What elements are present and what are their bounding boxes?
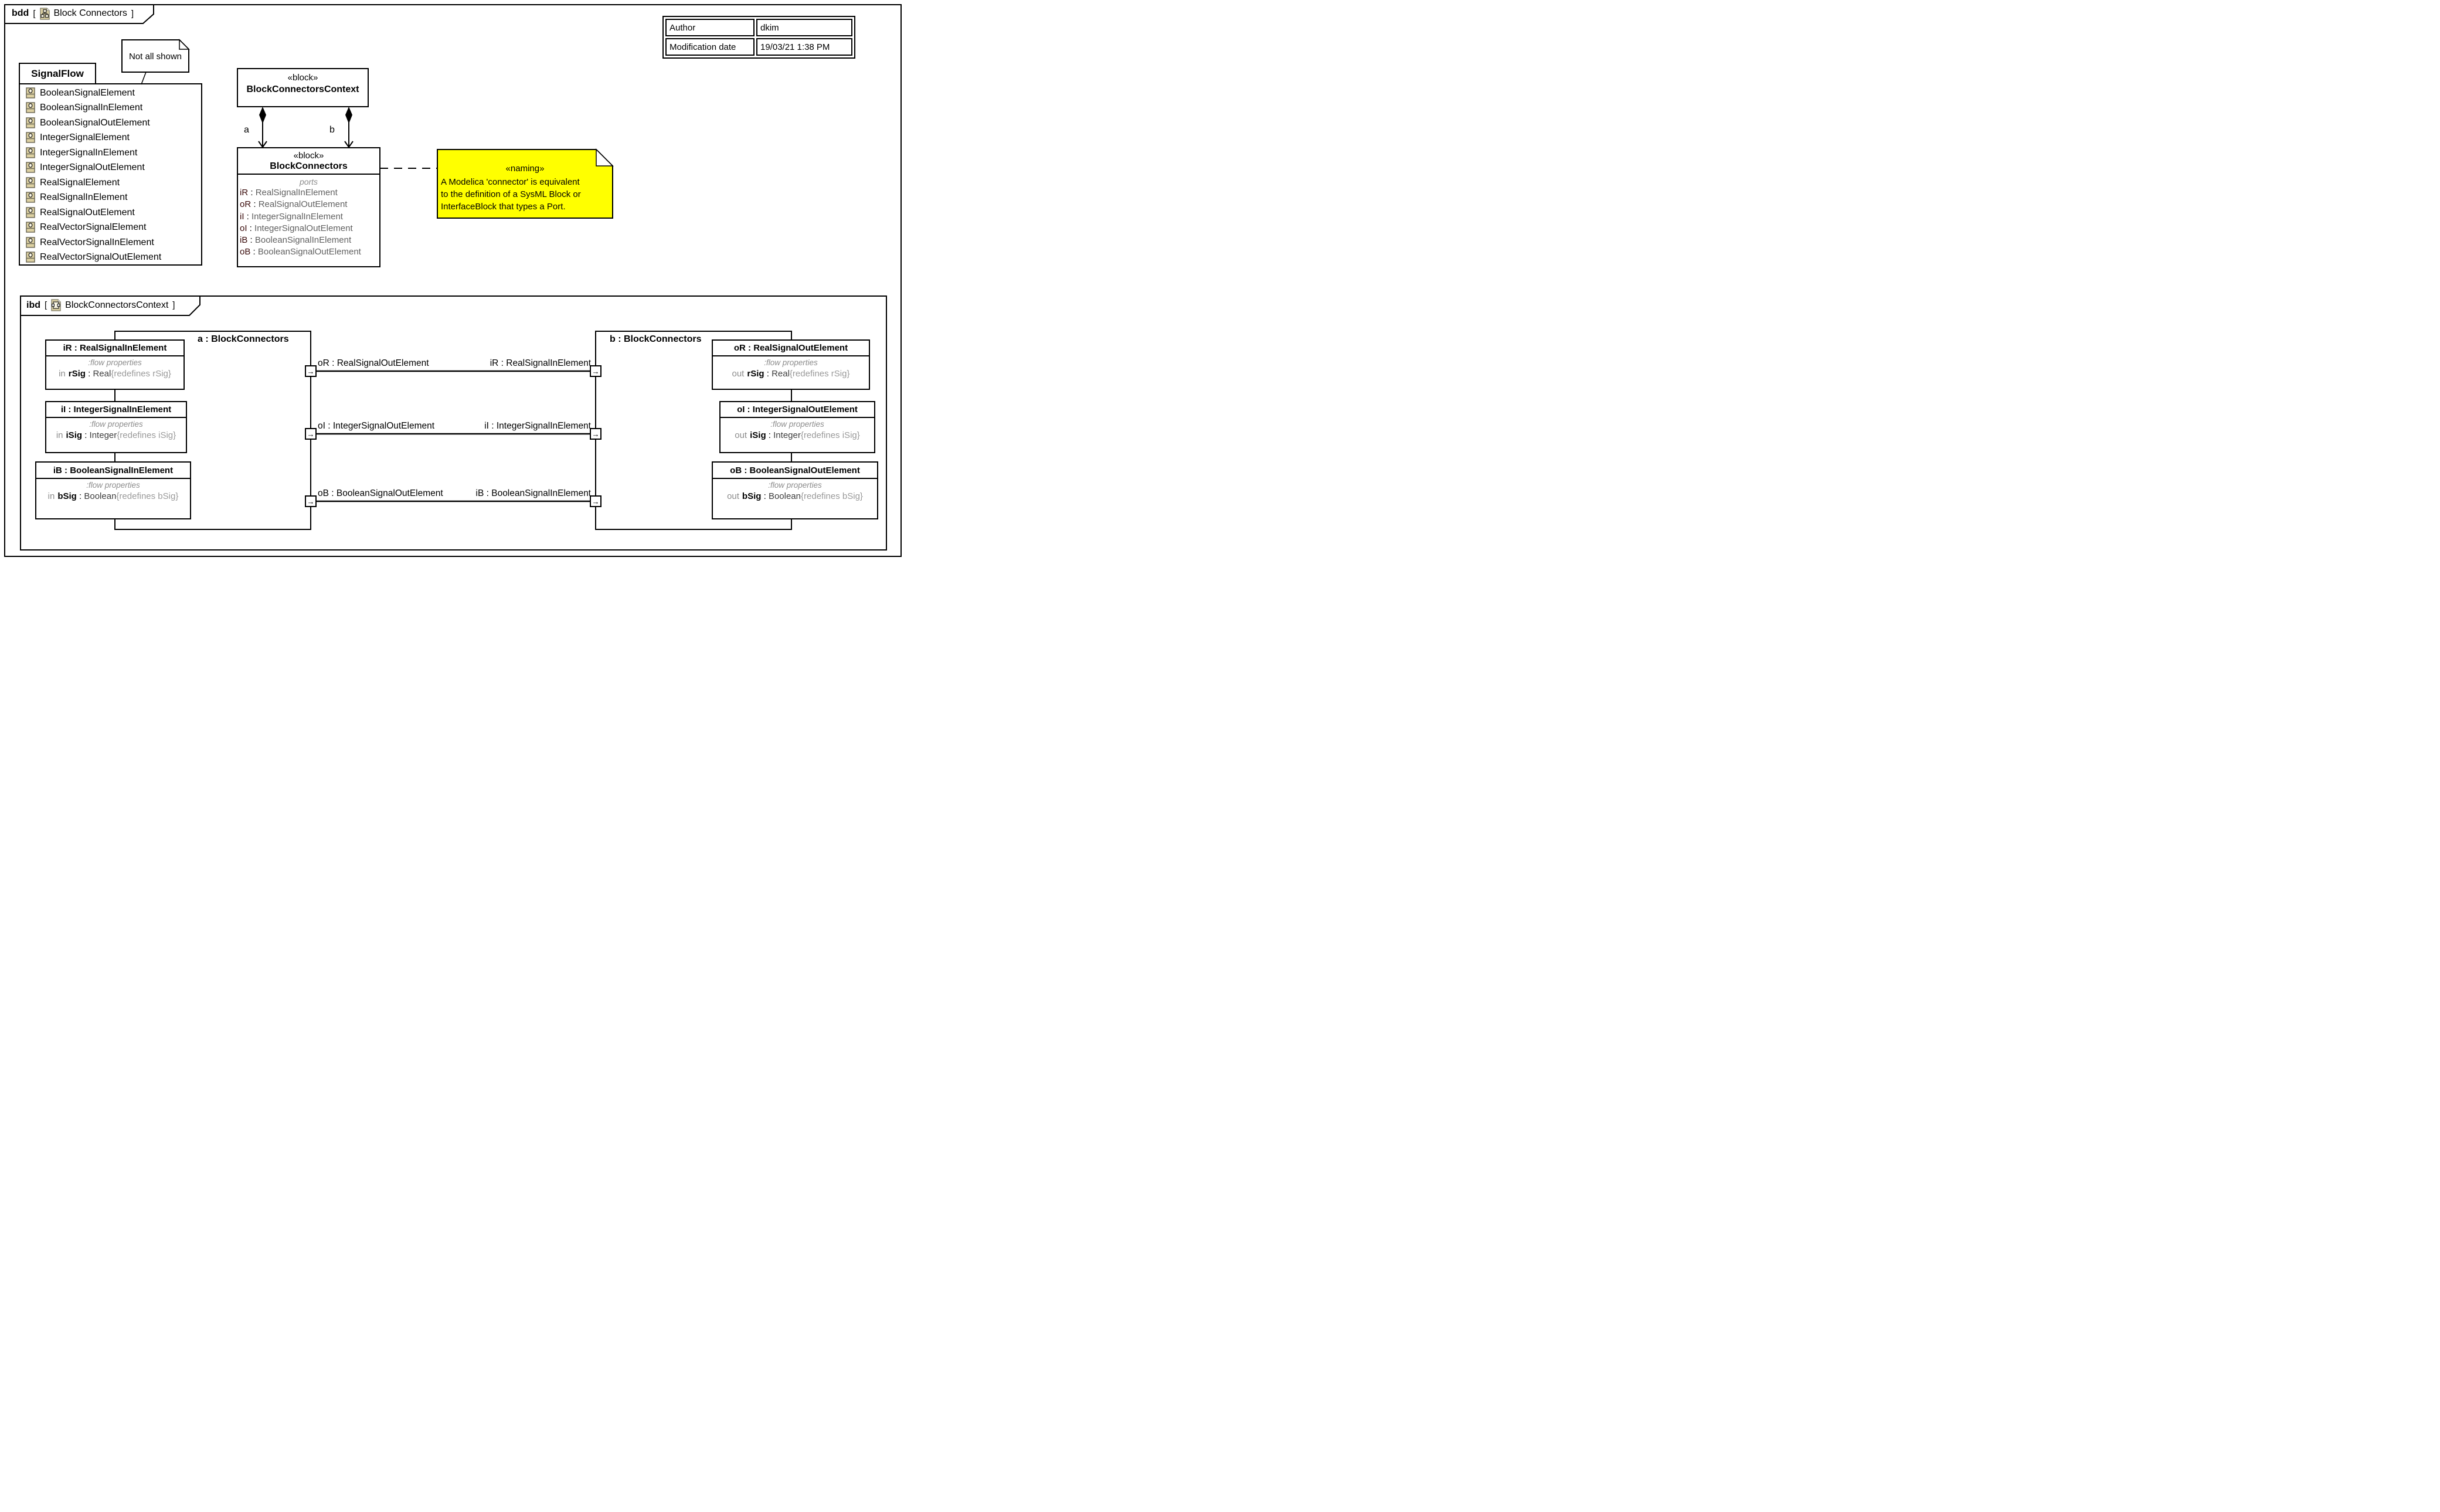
port-type: IntegerSignalOutElement [254,223,353,233]
flow-arrow-icon: → [592,366,600,376]
naming-note-stereotype: «naming» [505,164,545,174]
bdd-frame-tab[interactable] [5,5,156,22]
port-type: BooleanSignalOutElement [257,247,361,257]
flow-compartment-label: :flow properties [88,358,142,367]
signalflow-item-label: RealVectorSignalInElement [40,237,154,247]
signalflow-title: SignalFlow [31,67,84,79]
colon: : [250,247,258,257]
naming-note-body [441,176,611,213]
port-name: iI [240,211,244,222]
frame-kind-label: ibd [26,300,40,310]
flow-prop-type: Boolean [768,491,801,501]
ibd-diagram-icon [51,299,61,311]
block-icon [26,237,35,248]
flow-prop-type: Real [93,369,111,379]
flow-prop-name: bSig [742,491,762,501]
flow-redefines: {redefines bSig} [116,491,179,501]
flow-prop-type: Boolean [84,491,117,501]
block-icon [26,147,35,158]
diagram-canvas [0,0,906,562]
block-icon [26,207,35,218]
flow-property-line [712,491,878,501]
flow-compartment-label: :flow properties [89,420,143,429]
port-b-iB[interactable] [590,496,601,507]
prop-header: iB : BooleanSignalInElement [53,465,174,475]
port-entry [240,187,379,199]
not-all-shown-text: Not all shown [128,52,182,62]
ports-compartment-label: ports [299,177,318,186]
frame-kind-label: bdd [12,8,29,18]
port-type: RealSignalOutElement [258,199,348,210]
signalflow-item-label: RealSignalOutElement [40,207,135,218]
signalflow-item-label: RealSignalElement [40,177,120,188]
ibd-frame-title: BlockConnectorsContext [65,300,169,310]
prop-header: iI : IntegerSignalInElement [60,405,172,414]
signalflow-item[interactable] [26,100,142,115]
port-b-iI[interactable] [590,429,601,439]
flow-arrow-icon: → [592,429,600,439]
close-bracket: ] [172,300,175,310]
flow-arrow-icon: → [592,497,600,506]
port-a-oR[interactable] [305,366,316,376]
signalflow-item[interactable] [26,220,146,235]
bdd-frame-title: Block Connectors [53,8,127,18]
port-b-iR[interactable] [590,366,601,376]
port-entry [240,223,379,235]
flow-prop-name: iSig [750,430,766,440]
flow-redefines: {redefines rSig} [789,369,850,379]
flow-direction: out [735,430,747,440]
colon: : [251,199,259,210]
flow-direction: out [732,369,745,379]
port-name: iB [240,235,248,246]
signalflow-item-label: IntegerSignalOutElement [40,162,145,172]
prop-oR[interactable] [712,340,869,389]
port-a-oI[interactable] [305,429,316,439]
flow-property-line [46,430,186,440]
port-name: oB [240,247,251,257]
signalflow-item-label: IntegerSignalElement [40,132,130,142]
flow-arrow-icon: → [307,497,315,506]
block-icon [26,117,35,128]
signalflow-item-label: RealSignalInElement [40,192,128,202]
flow-arrow-icon: → [307,366,315,376]
flow-direction: in [56,430,63,440]
signalflow-item-label: BooleanSignalOutElement [40,117,150,128]
flow-redefines: {redefines rSig} [111,369,171,379]
composition-b-role-label: b [329,125,335,135]
signalflow-item[interactable] [26,145,137,160]
flow-direction: in [59,369,66,379]
signalflow-item[interactable] [26,160,145,175]
part-b-label: b : BlockConnectors [610,334,702,344]
metadata-value-moddate: 19/03/21 1:38 PM [756,38,852,56]
naming-note-line: to the definition of a SysML Block or [441,189,581,199]
blockconnectors-block[interactable] [237,148,380,267]
colon: : [247,235,255,246]
connector-right-end-label: iR : RealSignalInElement [490,358,591,368]
block-icon [26,252,35,263]
colon: : [244,211,252,222]
prop-header: iR : RealSignalInElement [63,343,167,353]
port-type: IntegerSignalInElement [252,211,343,222]
naming-note-line: A Modelica 'connector' is equivalent [441,177,580,187]
open-bracket: [ [45,300,47,310]
prop-iR[interactable] [46,340,184,389]
metadata-label-moddate: Modification date [665,38,755,56]
flow-direction: in [47,491,55,501]
signalflow-item-label: BooleanSignalInElement [40,102,143,113]
blockconnectors-stereotype: «block» [293,151,324,161]
signalflow-item[interactable] [26,86,135,100]
signalflow-item[interactable] [26,115,150,130]
prop-header: oI : IntegerSignalOutElement [737,405,858,414]
signalflow-item-label: IntegerSignalInElement [40,147,138,158]
port-name: iR [240,188,249,198]
ports-list [240,187,379,266]
prop-header: oB : BooleanSignalOutElement [730,465,860,475]
port-entry [240,199,379,210]
flow-property-line [36,491,191,501]
flow-property-line [46,369,184,379]
flow-compartment-label: :flow properties [764,358,818,367]
metadata-table [662,16,855,59]
context-block-stereotype: «block» [287,73,318,83]
colon: : [766,430,774,440]
block-icon [26,102,35,113]
flow-redefines: {redefines bSig} [801,491,863,501]
block-icon [26,222,35,233]
colon: : [761,491,769,501]
flow-direction: out [727,491,739,501]
signalflow-item[interactable] [26,235,154,250]
connector-left-end-label: oI : IntegerSignalOutElement [318,421,435,431]
signalflow-item[interactable] [26,205,135,220]
naming-note[interactable] [437,149,613,218]
port-name: oR [240,199,252,210]
part-a-label: a : BlockConnectors [198,334,289,344]
connector-r-labels[interactable] [318,358,591,369]
signalflow-item[interactable] [26,130,130,145]
connector-right-end-label: iB : BooleanSignalInElement [475,488,591,498]
signalflow-item[interactable] [26,175,120,190]
port-entry [240,211,379,223]
colon: : [248,188,256,198]
flow-redefines: {redefines iSig} [800,430,860,440]
open-bracket: [ [33,8,36,19]
colon: : [247,223,255,233]
connector-right-end-label: iI : IntegerSignalInElement [484,421,591,431]
flow-arrow-icon: → [307,429,315,439]
flow-prop-name: iSig [66,430,83,440]
signalflow-item-label: BooleanSignalElement [40,87,135,98]
signalflow-item[interactable] [26,250,161,264]
prop-oB[interactable] [712,462,878,519]
flow-compartment-label: :flow properties [770,420,824,429]
block-icon [26,177,35,188]
context-block[interactable] [237,69,368,107]
colon: : [76,491,84,501]
prop-iI[interactable] [46,402,186,453]
colon: : [85,369,93,379]
blockconnectors-name: BlockConnectors [270,161,348,171]
flow-prop-type: Integer [89,430,117,440]
connector-i-labels[interactable] [318,421,591,431]
colon: : [764,369,772,379]
flow-property-line [720,430,875,440]
port-entry [240,235,379,246]
block-icon [26,162,35,173]
port-entry [240,246,379,258]
connector-left-end-label: oB : BooleanSignalOutElement [318,488,443,498]
context-block-name: BlockConnectorsContext [246,84,359,94]
metadata-value-author: dkim [756,19,852,36]
ibd-frame-tab[interactable] [21,296,196,314]
flow-compartment-label: :flow properties [86,481,140,490]
port-type: RealSignalInElement [255,188,338,198]
prop-iB[interactable] [36,462,191,519]
composition-a-role-label: a [244,125,249,135]
block-icon [26,132,35,143]
composition-a-diamond [259,107,266,124]
close-bracket: ] [131,8,134,19]
flow-prop-name: rSig [68,369,86,379]
flow-prop-name: rSig [747,369,764,379]
bdd-diagram-icon [40,8,50,20]
flow-redefines: {redefines iSig} [117,430,176,440]
connector-left-end-label: oR : RealSignalOutElement [318,358,429,368]
signalflow-item[interactable] [26,190,127,205]
flow-prop-name: bSig [57,491,77,501]
signalflow-item-label: RealVectorSignalOutElement [40,252,162,262]
flow-property-line [712,369,869,379]
prop-header: oR : RealSignalOutElement [733,343,848,353]
port-name: oI [240,223,247,233]
flow-compartment-label: :flow properties [768,481,822,490]
block-icon [26,87,35,98]
port-a-oB[interactable] [305,496,316,507]
signalflow-item-label: RealVectorSignalElement [40,222,147,232]
signalflow-package[interactable] [19,63,202,265]
connector-b-labels[interactable] [318,488,591,499]
prop-oI[interactable] [720,402,875,453]
metadata-label-author: Author [665,19,755,36]
block-icon [26,192,35,203]
composition-b-diamond [345,107,352,124]
naming-note-line: InterfaceBlock that types a Port. [441,202,566,212]
flow-prop-type: Integer [773,430,801,440]
colon: : [82,430,90,440]
port-type: BooleanSignalInElement [254,235,352,246]
flow-prop-type: Real [772,369,790,379]
